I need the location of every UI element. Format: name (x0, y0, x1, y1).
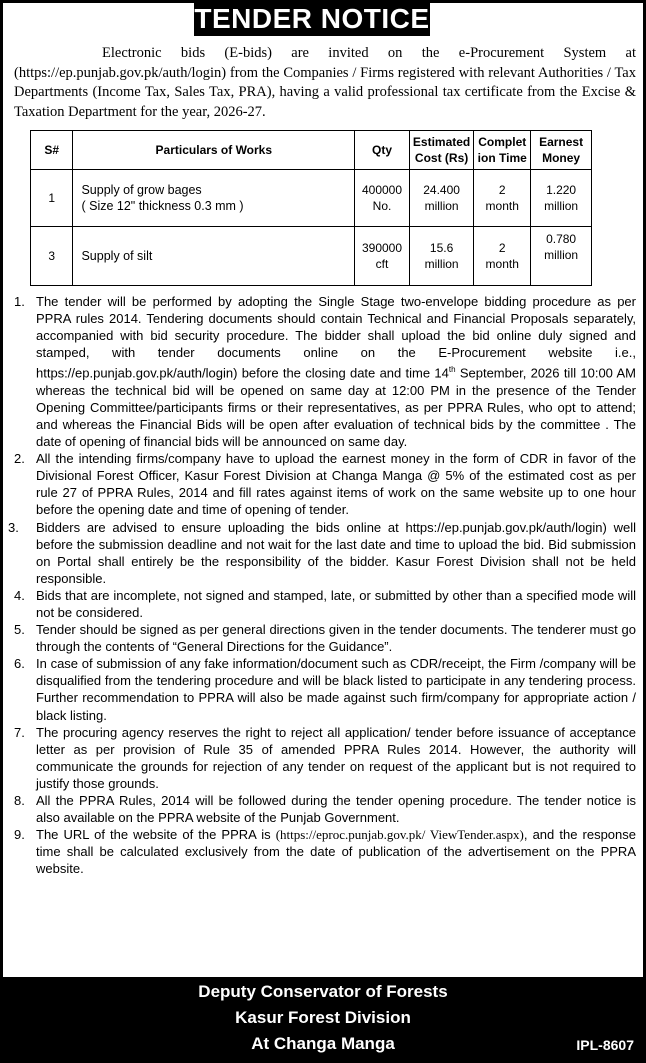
row-work-line1: Supply of grow bages (81, 183, 202, 197)
term-item (0, 293, 646, 450)
term-text: In case of submission of any fake information/document such as CDR/receipt, the Firm /company will be disqualified from the tendering procedure and will be black listed to participate in any tendering process. Further recommendation to PPRA will also be made against such firm/company for appropriate action / black listing. (36, 656, 636, 723)
intro-paragraph: Electronic bids (E-bids) are invited on the e-Procurement System at (https://ep.punjab.gov.pk/auth/login) from the Companies / Firms registered with relevant Authorities / Tax Departments (Income Tax, Sales Tax, PRA), having a valid professional tax certificate from the Excise & Taxation Department for the year, 2026-27. (14, 45, 636, 120)
term-number: 7. (14, 724, 25, 740)
term-text: Bidders are advised to ensure uploading the bids online at https://ep.punjab.gov.pk/auth/login) well before the submission deadline and not wait for the last date and time to upload the bid. Bid submission on Portal shall entirely be the responsibility of the bidder. Kasur Forest Division shall not be held responsible. (36, 519, 636, 586)
row-work-line2: ( Size 12" thickness 0.3 mm ) (81, 199, 244, 213)
header-cost (409, 131, 473, 170)
row-cost-line1: 15.6 (429, 241, 454, 255)
row-cost (409, 170, 473, 227)
table-row (31, 227, 592, 286)
term-text: All the PPRA Rules, 2014 will be followed during the tender opening procedure. The tender notice is also available on the PPRA website of the Punjab Government. (36, 793, 636, 826)
term-item (0, 450, 646, 518)
row-cost-line2: million (424, 257, 459, 271)
row-qty-line1: 390000 (361, 241, 403, 255)
table-row (31, 170, 592, 227)
term-text-continued: , and the response time shall be calculated exclusively from the date of publication of the advertisement on the PPRA website. (36, 827, 636, 877)
term-number: 3. (8, 519, 19, 535)
row-money-line1: 1.220 (546, 183, 577, 197)
row-sno: 1 (31, 170, 73, 227)
term-url: (https://eproc.punjab.gov.pk/ ViewTender.aspx) (275, 827, 524, 843)
term-text: Tender should be signed as per general directions given in the tender documents. The tenderer must go through the contents of “General Directions for the Guidance”. (36, 622, 636, 655)
row-time (474, 227, 531, 286)
row-time-line1: 2 (498, 183, 506, 197)
works-table (30, 130, 592, 286)
row-qty-line2: No. (372, 199, 392, 213)
term-item (0, 587, 646, 621)
terms-list (0, 293, 646, 878)
row-time (474, 170, 531, 227)
term-superscript: th (448, 365, 456, 375)
row-cost-line2: million (424, 199, 459, 213)
row-qty (355, 170, 410, 227)
row-qty-line1: 400000 (361, 183, 403, 197)
row-work-line1: Supply of silt (81, 249, 153, 263)
term-item (0, 826, 646, 877)
row-qty-line2: cft (375, 257, 389, 271)
row-money (531, 227, 592, 286)
term-text: The tender will be performed by adopting the Single Stage two-envelope bidding procedure as per PPRA rules 2014. Tendering documents should contain Technical and Financial Proposals separately, accompanied with bid security procedure. The bidder shall upload the bid online duly signed and stamped, with tender documents online on the E-Procurement website i.e., https://ep.punjab.gov.pk/auth/login) before the closing date and time 14 (36, 294, 636, 381)
row-cost (409, 227, 473, 286)
header-cost-line1: Estimated (412, 135, 471, 149)
header-sno: S# (31, 131, 73, 170)
term-text: The procuring agency reserves the right to reject all application/ tender before issuance of acceptance letter as per provision of Rule 35 of amended PPRA Rules 2014. However, the authority will communicate the grounds for rejection of any tender on request of the applicant but is not required to justify those grounds. (36, 724, 636, 791)
row-time-line1: 2 (498, 241, 506, 255)
header-money-line2: Money (542, 151, 581, 165)
header-time-line2: ion Time (477, 151, 527, 165)
row-sno: 3 (31, 227, 73, 286)
table-header-row (31, 131, 592, 170)
header-particulars: Particulars of Works (73, 131, 355, 170)
notice-title: TENDER NOTICE (194, 3, 430, 34)
row-particulars (73, 227, 355, 286)
row-money-line1: 0.780 (546, 232, 577, 246)
term-number: 9. (14, 827, 25, 843)
term-number: 6. (14, 656, 25, 672)
header-money (531, 131, 592, 170)
row-time-line2: month (485, 257, 519, 271)
location-name: At Changa Manga (251, 1034, 395, 1053)
term-item (0, 724, 646, 792)
row-money (531, 170, 592, 227)
term-number: 1. (14, 294, 25, 309)
row-money-line2: million (544, 248, 579, 262)
header-time (474, 131, 531, 170)
row-cost-line1: 24.400 (423, 183, 460, 197)
term-number: 8. (14, 793, 25, 809)
signatory-title: Deputy Conservator of Forests (198, 982, 448, 1001)
header-time-line1: Complet (478, 135, 527, 149)
term-text: Bids that are incomplete, not signed and stamped, late, or submitted by other than a specified mode will not be considered. (36, 587, 636, 621)
row-qty (355, 227, 410, 286)
term-text-continued: September, 2026 till 10:00 AM whereas the technical bid will be opened on same day at 12:00 PM in the presence of the Tender Opening Committee/participants firms or their representatives, as per PPRA Rules, who opt to attend; and whereas the Financial Bids will be open after evaluation of technical bids by the committee . The date of opening of financial bids will be announced on same day. (36, 365, 636, 450)
term-number: 5. (14, 622, 25, 638)
division-name: Kasur Forest Division (235, 1008, 411, 1027)
term-item (0, 655, 646, 723)
row-time-line2: month (485, 199, 519, 213)
term-item (0, 792, 646, 826)
row-money-line2: million (544, 199, 579, 213)
ipl-code: IPL-8607 (576, 1037, 634, 1053)
footer-signature-block (0, 977, 646, 1063)
header-money-line1: Earnest (539, 135, 584, 149)
term-text: All the intending firms/company have to upload the earnest money in the form of CDR in favor of the Divisional Forest Officer, Kasur Forest Division at Changa Manga @ 5% of the estimated cost as per rule 27 of PPRA Rules, 2014 and fill rates against items of work on the same website up to one hour before the opening date and time of opening of tender. (36, 451, 636, 518)
term-number: 4. (14, 587, 25, 603)
header-cost-line2: Cost (Rs) (414, 151, 469, 165)
row-particulars (73, 170, 355, 227)
term-item (0, 519, 646, 587)
term-number: 2. (14, 451, 25, 467)
term-item (0, 621, 646, 655)
term-text: The URL of the website of the PPRA is (36, 827, 276, 843)
header-qty: Qty (355, 131, 410, 170)
